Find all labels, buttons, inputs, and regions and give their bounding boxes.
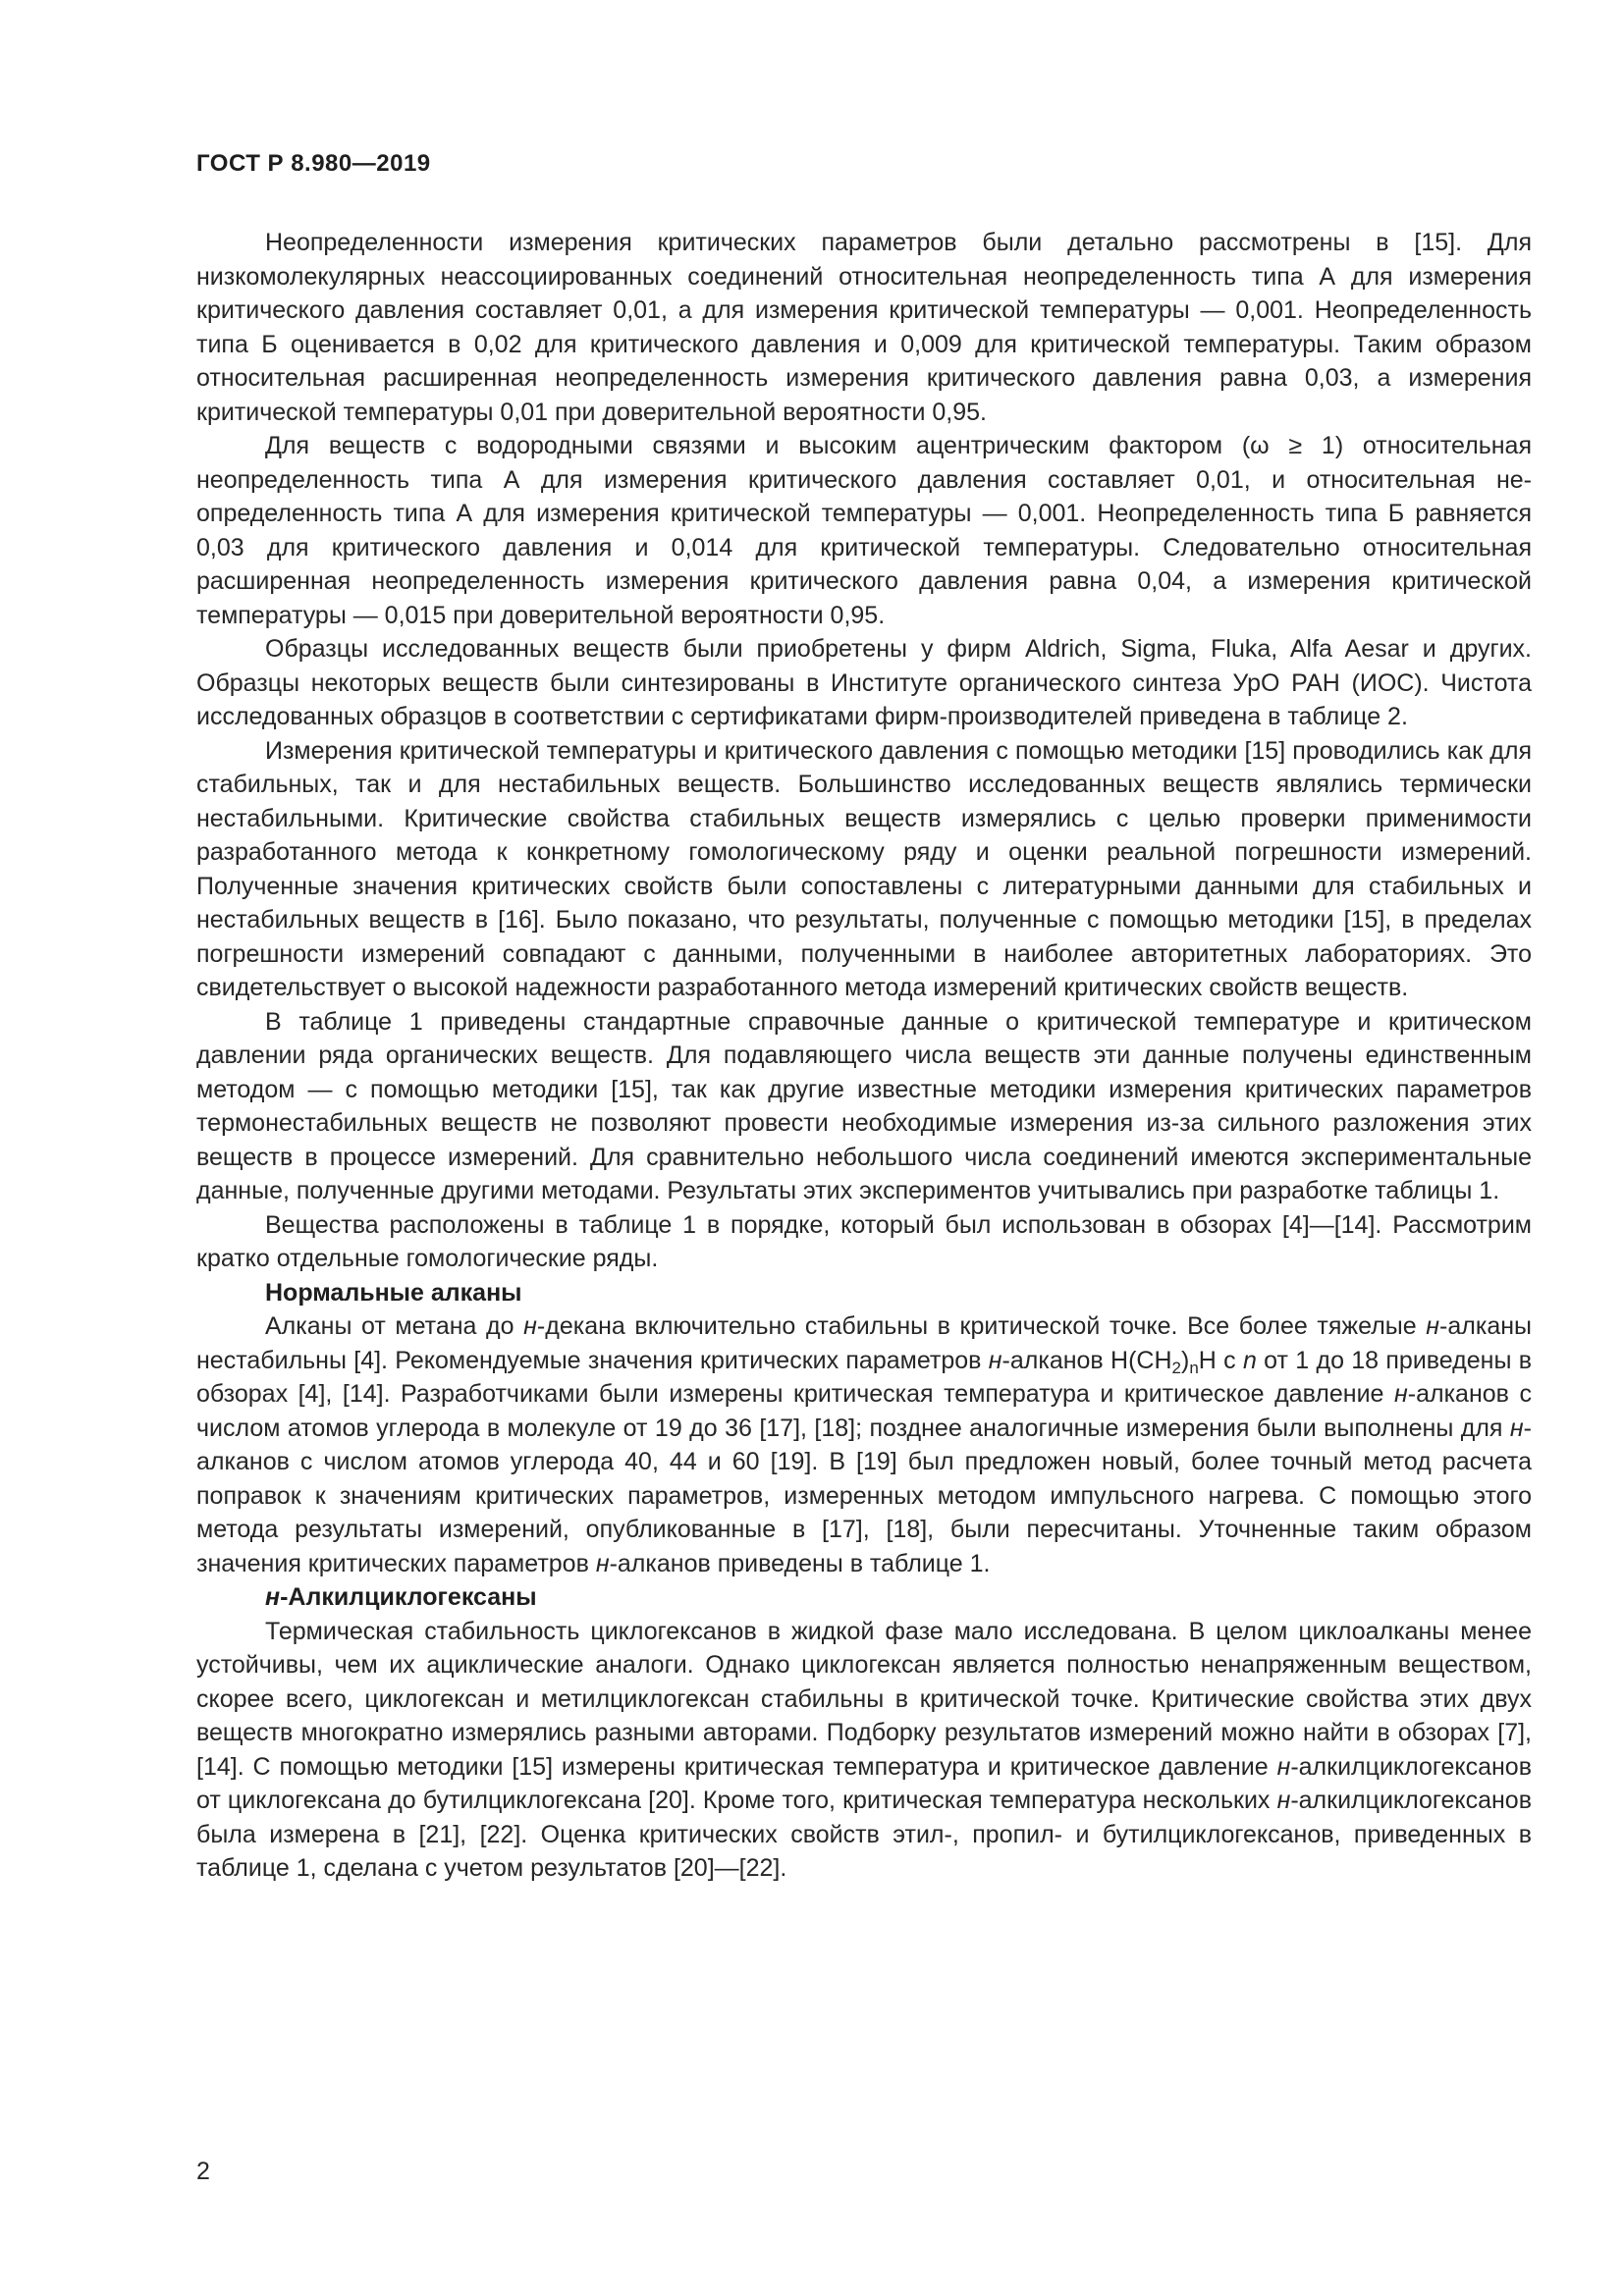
paragraph-uncertainty: Неопределенности измерения критических параметров были детально рассмотрены в [15]. Для низкомолекулярных неассоциированных соединений относительная неопределенность типа А для измерения критического давления составляет 0,01, а для измерения критической температуры — 0,001. Неопределенность типа Б оценивается в 0,02 для критического давления и 0,009 для критической температуры. Таким образом относительная расширенная неопределенность измерения критического давления равна 0,03, а измерения критической температуры 0,01 при доверительной вероятности 0,95. (196, 229, 1532, 426)
paragraph-samples: Образцы исследованных веществ были приобретены у фирм Aldrich, Sigma, Fluka, Alfa Aesar и других. Образцы некоторых веществ были синтезированы в Институте органического синтеза УрО РАН (ИОС). Чистота исследованных образцов в соответствии с сертификатами фирм-производителей приведена в таблице 2. (196, 635, 1532, 730)
document-body (196, 226, 1532, 1886)
paragraph-measurements: Измерения критической температуры и критического давления с помощью методики [15] проводились как для стабильных, так и для нестабильных веществ. Большинство исследованных веществ являлись термически нестабильными. Критические свойства стабильных веществ измерялись с целью проверки применимости разработанного метода к конкретному гомологическому ряду и оценки реальной погрешности измерений. Полученные значения критических свойств были сопоставлены с литературными данными для стабильных и нестабильных веществ в [16]. Было показано, что результаты, полученные с помощью методики [15], в пределах погрешности измерений совпадают с данными, полученными в наиболее авторитетных лабораториях. Это свидетельствует о высокой надежности разработанного метода измерений критических свойств веществ. (196, 736, 1532, 1001)
standard-header: ГОСТ Р 8.980—2019 (196, 150, 431, 177)
heading-alkylcyclohexanes: н-Алкилциклогексаны (265, 1583, 537, 1611)
paragraph-order: Вещества расположены в таблице 1 в порядке, который был использован в обзорах [4]—[14]. Рассмотрим кратко отдельные гомологические ряды. (196, 1210, 1532, 1272)
paragraph-hydrogen-bonds: Для веществ с водородными связями и высоким ацентрическим фактором (ω ≥ 1) относительная неопределенность типа А для измерения критического давления составляет 0,01, и относительная неопределенность типа А для измерения критической температуры — 0,001. Неопределенность типа Б равняется 0,03 для критического давления и 0,014 для критической температуры. Следовательно относительная расширенная неопределенность измерения критического давления равна 0,04, а измерения критической температуры — 0,015 при доверительной вероятности 0,95. (196, 432, 1532, 629)
paragraph-alkanes: Алканы от метана до н-декана включительно стабильны в критической точке. Все более тяжелые н-алканы нестабильны [4]. Рекомендуемые значения критических параметров н-алканов $H(CH_2)_nH$ с n от 1 до 18 приведены в обзорах [4], [14]. Разработчиками были измерены критическая температура и критическое давление н-алканов с числом атомов углерода в молекуле от 19 до 36 [17], [18]; позднее аналогичные измерения были выполнены для н-алканов с числом атомов углерода 40, 44 и 60 [19]. В [19] был предложен новый, более точный метод расчета поправок к значениям критических параметров, измеренных методом импульсного нагрева. С помощью этого метода результаты измерений, опубликованные в [17], [18], были пересчитаны. Уточненные таким образом значения критических параметров н-алканов приведены в таблице 1. (196, 1312, 1532, 1577)
paragraph-cyclohexanes: Термическая стабильность циклогексанов в жидкой фазе мало исследована. В целом циклоалканы менее устойчивы, чем их ациклические аналоги. Однако циклогексан является полностью ненапряженным веществом, скорее всего, циклогексан и метилциклогексан стабильны в критической точке. Критические свойства этих двух веществ многократно измерялись разными авторами. Подборку результатов измерений можно найти в обзорах [7], [14]. С помощью методики [15] измерены критическая температура и критическое давление н-алкилциклогексанов от циклогексана до бутилциклогексана [20]. Кроме того, критическая температура нескольких н-алкилциклогексанов была измерена в [21], [22]. Оценка критических свойств этил-, пропил- и бутилциклогексанов, приведенных в таблице 1, сделана с учетом результатов [20]—[22]. (196, 1617, 1532, 1882)
paragraph-table-1: В таблице 1 приведены стандартные справочные данные о критической температуре и критическом давлении ряда органических веществ. Для подавляющего числа веществ эти данные получены единственным методом — с помощью методики [15], так как другие известные методики измерения критических параметров термонестабильных веществ не позволяют провести необходимые измерения из-за сильного разложения этих веществ в процессе измерений. Для сравнительно небольшого числа соединений имеются экспериментальные данные, полученные другими методами. Результаты этих экспериментов учитывались при разработке таблицы 1. (196, 1007, 1532, 1204)
page-number: 2 (196, 2158, 210, 2185)
heading-normal-alkanes: Нормальные алканы (265, 1278, 522, 1307)
